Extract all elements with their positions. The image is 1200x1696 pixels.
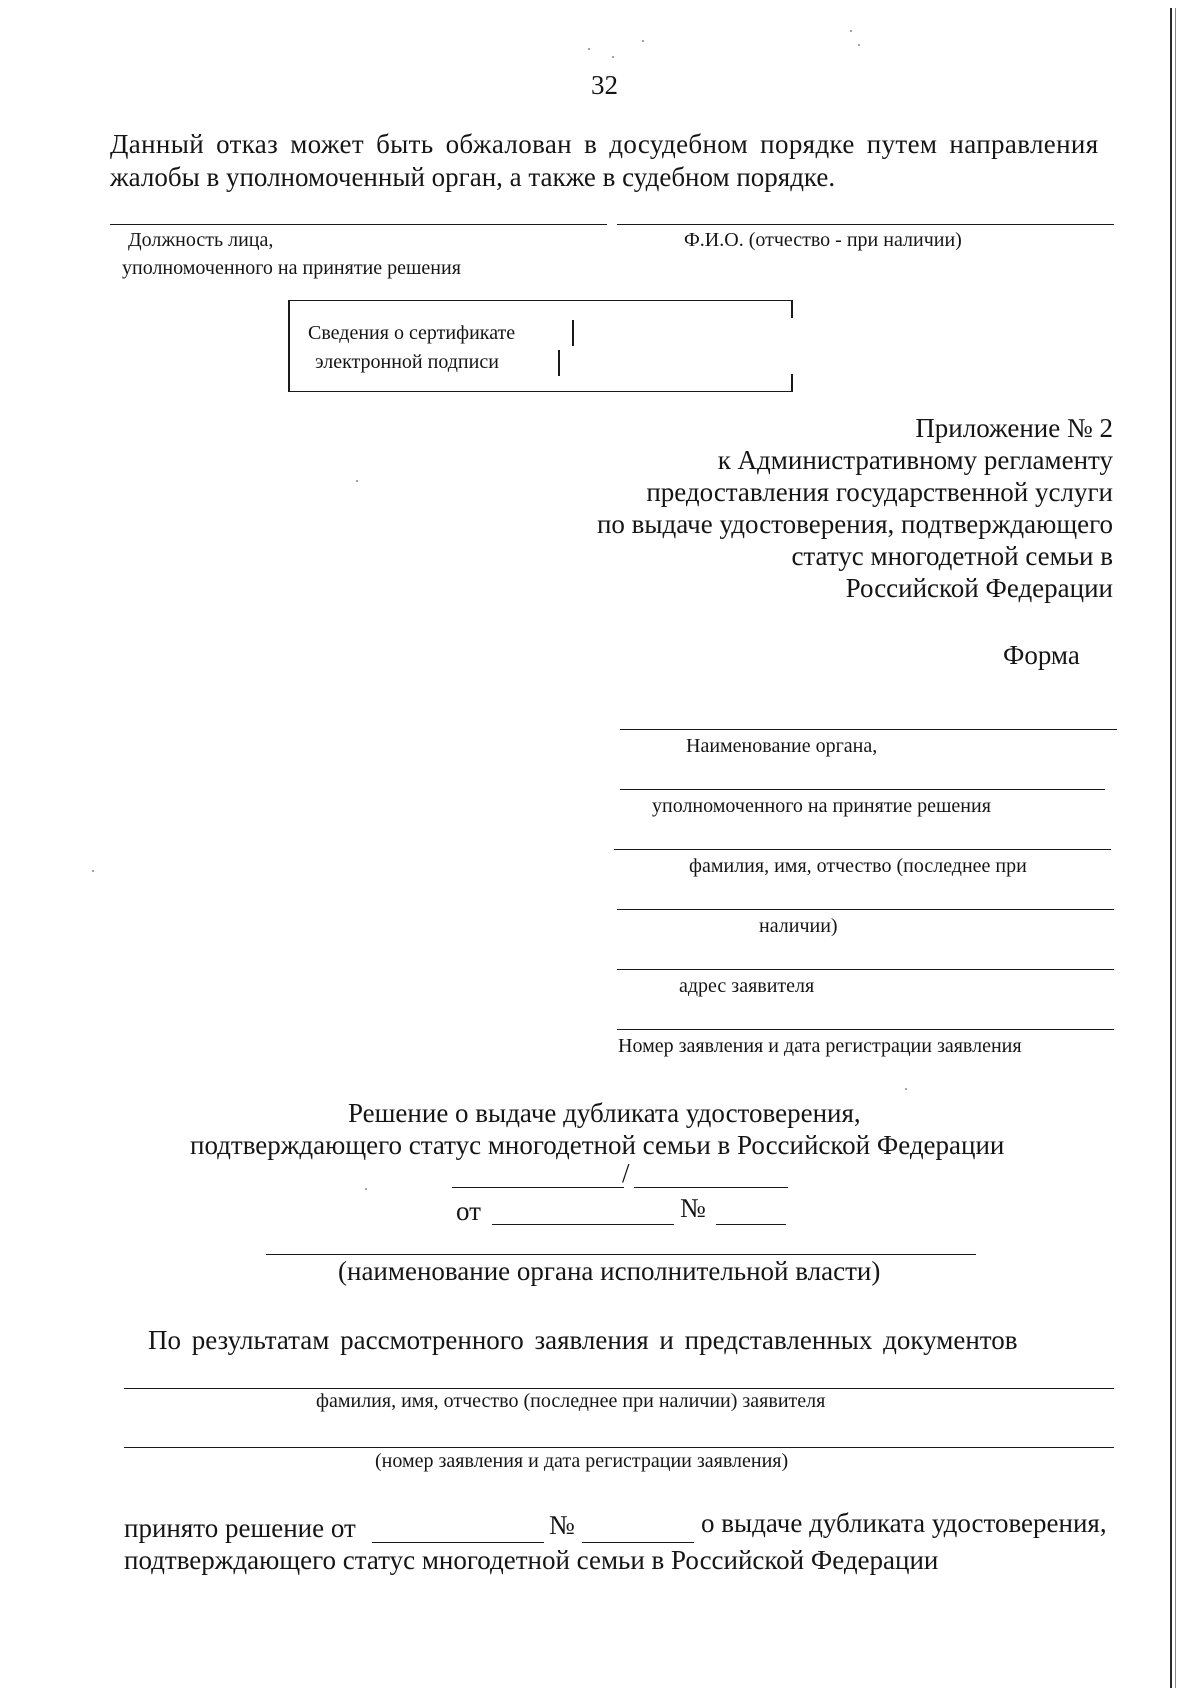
decision-from-date-line <box>372 1542 544 1543</box>
decision-slash: / <box>622 1158 630 1188</box>
intro-line-2: жалобы в уполномоченный орган, а также в судебном порядке. <box>110 162 836 192</box>
fio-label-1: фамилия, имя, отчество (последнее при <box>689 855 1027 877</box>
addressee-line-3 <box>614 849 1111 850</box>
decision-date-line <box>492 1224 674 1225</box>
name-label: Ф.И.О. (отчество - при наличии) <box>684 229 962 251</box>
decision-number-line <box>716 1224 786 1225</box>
certificate-box <box>288 300 793 392</box>
cert-top-border <box>288 300 793 301</box>
decision-number-line-2 <box>582 1542 694 1543</box>
decision-line-2: подтверждающего статус многодетной семьи в Российской Федерации <box>124 1545 939 1575</box>
body-label-2: уполномоченного на принятие решения <box>652 795 991 817</box>
decision-application-label: (номер заявления и дата регистрации заявления) <box>375 1450 789 1472</box>
appendix-line-5: статус многодетной семьи в <box>791 541 1113 571</box>
addressee-line-2 <box>620 789 1105 790</box>
applicant-line <box>124 1388 1114 1389</box>
decision-number-sign-2: № <box>549 1510 575 1540</box>
scan-speckle <box>642 40 644 42</box>
addressee-line-5 <box>617 969 1114 970</box>
decision-title-1: Решение о выдаче дубликата удостоверения, <box>348 1098 861 1128</box>
addressee-line-1 <box>620 729 1117 730</box>
cert-bottom-border <box>288 391 793 392</box>
decision-reg-line-right <box>634 1187 788 1188</box>
appendix-line-6: Российской Федерации <box>845 573 1113 603</box>
appendix-line-1: Приложение № 2 <box>915 413 1113 443</box>
decision-suffix: о выдаче дубликата удостоверения, <box>701 1508 1107 1538</box>
scan-speckle <box>356 480 358 482</box>
addressee-line-4 <box>617 909 1114 910</box>
decision-number-sign: № <box>680 1193 706 1223</box>
form-label: Форма <box>1003 640 1080 670</box>
appendix-line-4: по выдаче удостоверения, подтверждающего <box>596 509 1113 539</box>
fio-label-2: наличии) <box>759 915 838 937</box>
application-label: Номер заявления и дата регистрации заявления <box>618 1035 1022 1057</box>
decision-from-word: от <box>456 1196 481 1226</box>
cert-inner-bar-2 <box>558 350 560 376</box>
scan-edge-line <box>1170 8 1172 1688</box>
decision-reg-line-left <box>452 1187 624 1188</box>
cert-left-border <box>288 300 290 392</box>
appendix-line-2: к Административному регламенту <box>717 445 1113 475</box>
results-text: По результатам рассмотренного заявления и представленных документов <box>148 1325 1018 1355</box>
scan-speckle <box>858 44 860 46</box>
scan-speckle <box>850 30 852 32</box>
signature-position-line <box>110 224 607 225</box>
certificate-line-1: Сведения о сертификате <box>308 322 516 344</box>
cert-right-top-tick <box>791 300 793 318</box>
addressee-line-6 <box>617 1029 1114 1030</box>
scan-speckle <box>612 56 614 58</box>
scan-edge-line-faint <box>1175 8 1176 1688</box>
intro-line-1: Данный отказ может быть обжалован в досудебном порядке путем направления <box>110 129 1099 159</box>
authority-line <box>266 1254 976 1255</box>
certificate-line-2: электронной подписи <box>315 351 499 373</box>
decision-title-2: подтверждающего статус многодетной семьи в Российской Федерации <box>190 1130 1005 1160</box>
address-label: адрес заявителя <box>679 975 815 997</box>
position-label-2: уполномоченного на принятие решения <box>122 257 461 279</box>
scan-speckle <box>905 1088 907 1090</box>
authority-label: (наименование органа исполнительной власти) <box>338 1256 881 1286</box>
page-number: 32 <box>591 70 618 100</box>
scan-speckle <box>92 870 94 872</box>
body-label-1: Наименование органа, <box>686 735 878 757</box>
scan-speckle <box>588 48 590 50</box>
appendix-line-3: предоставления государственной услуги <box>646 477 1113 507</box>
signature-name-line <box>617 224 1114 225</box>
cert-inner-bar-1 <box>572 320 574 346</box>
application-number-line <box>124 1447 1114 1448</box>
decision-prefix: принято решение от <box>124 1513 356 1543</box>
scan-speckle <box>365 1188 367 1190</box>
position-label-1: Должность лица, <box>128 229 274 251</box>
applicant-label: фамилия, имя, отчество (последнее при наличии) заявителя <box>316 1390 826 1412</box>
cert-right-bottom-tick <box>791 374 793 392</box>
